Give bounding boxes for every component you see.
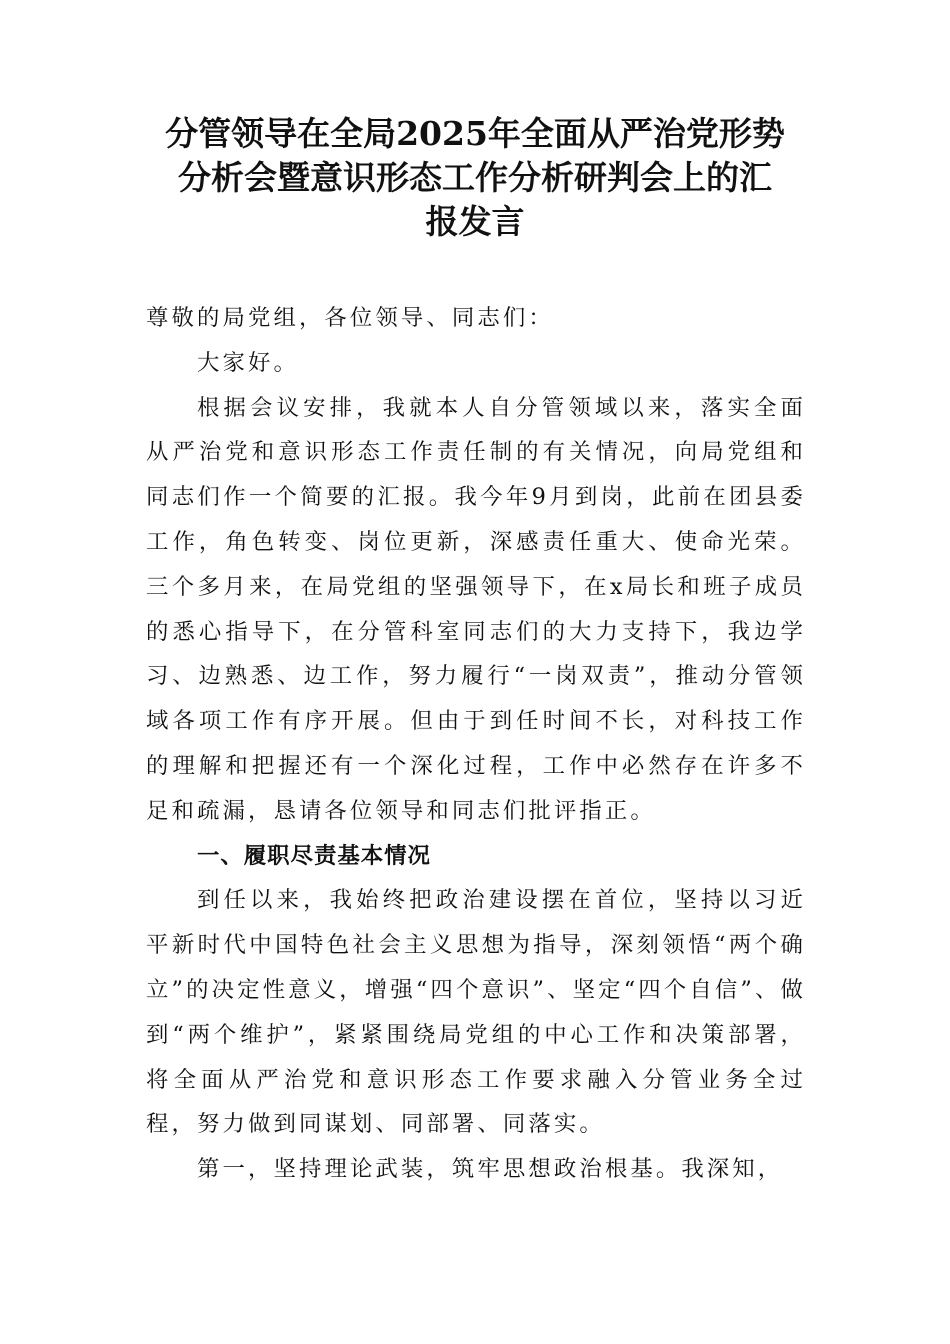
greeting: 大家好。 [197,349,299,376]
document-title [140,112,810,244]
title-line: 报发言 [425,202,525,241]
intro-paragraph: 根据会议安排，我就本人自分管领域以来，落实全面从严治党和意识形态工作责任制的有关情况，向局党组和同志们作一个简要的汇报。我今年9月到岗，此前在团县委工作，角色转变、岗位更新，深感责任重大、使命光荣。三个多月来，在局党组的坚强领导下，在x局长和班子成员的悉心指导下，在分管科室同志们的大力支持下，我边学习、边熟悉、边工作，努力履行“一岗双责”，推动分管领域各项工作有序开展。但由于到任时间不长，对科技工作的理解和把握还有一个深化过程，工作中必然存在许多不足和疏漏，恳请各位领导和同志们批评指正。 [146,394,806,824]
title-line: 分管领导在全局2025年全面从严治党形势 [165,114,785,153]
document-body [146,296,806,1192]
title-line: 分析会暨意识形态工作分析研判会上的汇 [178,158,772,197]
section-heading: 一、履职尽责基本情况 [197,842,431,869]
first-point-paragraph: 第一，坚持理论武装，筑牢思想政治根基。我深知， [197,1156,784,1183]
section-paragraph: 到任以来，我始终把政治建设摆在首位，坚持以习近平新时代中国特色社会主义思想为指导，深刻领悟“两个确立”的决定性意义，增强“四个意识”、坚定“四个自信”、做到“两个维护”，紧紧围绕局党组的中心工作和决策部署，将全面从严治党和意识形态工作要求融入分管业务全过程，努力做到同谋划、同部署、同落实。 [146,887,806,1138]
salutation: 尊敬的局党组，各位领导、同志们： [146,305,554,331]
